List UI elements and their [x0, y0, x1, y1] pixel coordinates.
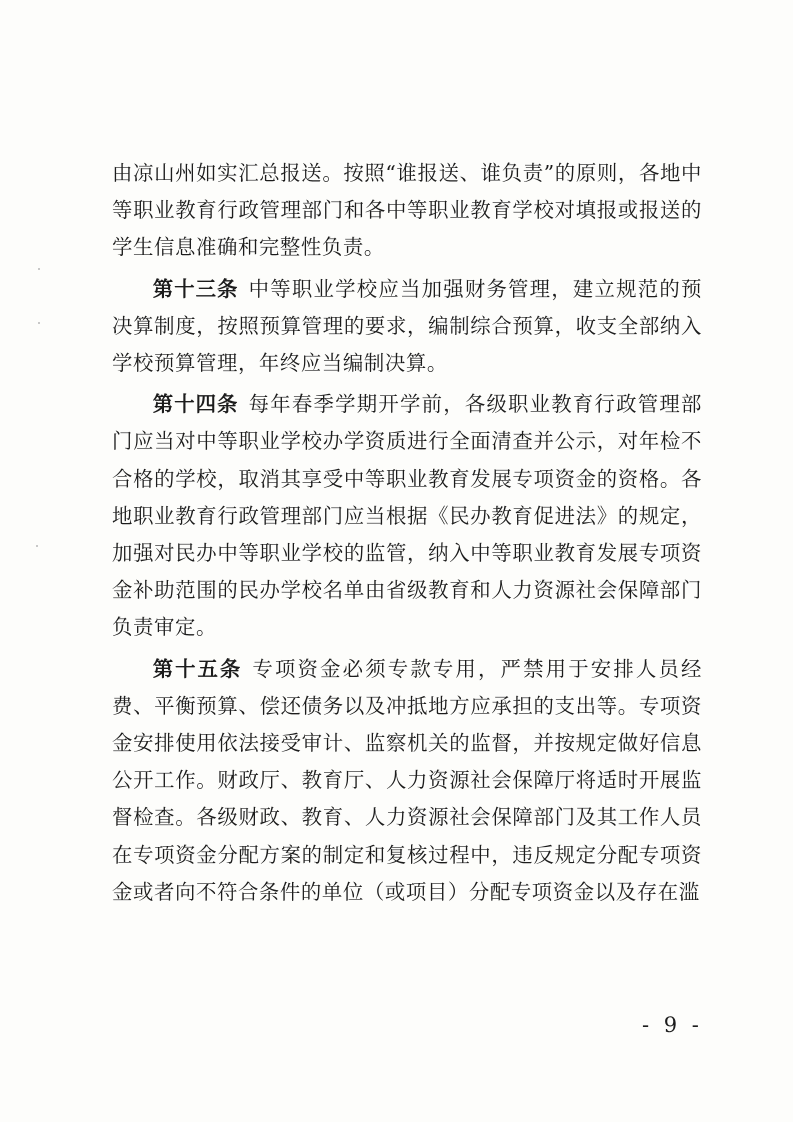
article-title: 第十三条 [152, 276, 239, 301]
document-body [112, 155, 702, 911]
paragraph-continuation [112, 155, 702, 267]
scan-speck [38, 268, 40, 270]
article-15 [112, 651, 702, 911]
page-number: - 9 - [642, 1013, 703, 1037]
article-13 [112, 271, 702, 383]
scan-speck [38, 322, 40, 324]
article-text: 专项资金必须专款专用，严禁用于安排人员经费、平衡预算、偿还债务以及冲抵地方应承担的支出等。专项资金安排使用依法接受审计、监察机关的监督，并按规定做好信息公开工作。财政厅、教育厅、人力资源社会保障厅将适时开展监督检查。各级财政、教育、人力资源社会保障部门及其工作人员在专项资金分配方案的制定和复核过程中，违反规定分配专项资金或者向不符合条件的单位（或项目）分配专项资金以及存在滥 [112, 656, 702, 904]
article-title: 第十四条 [152, 392, 239, 417]
article-14 [112, 386, 702, 646]
article-text: 每年春季学期开学前，各级职业教育行政管理部门应当对中等职业学校办学资质进行全面清查并公示，对年检不合格的学校，取消其享受中等职业教育发展专项资金的资格。各地职业教育行政管理部门应当根据《民办教育促进法》的规定，加强对民办中等职业学校的监管，纳入中等职业教育发展专项资金补助范围的民办学校名单由省级教育和人力资源社会保障部门负责审定。 [112, 392, 702, 640]
paragraph-text: 由凉山州如实汇总报送。按照“谁报送、谁负责”的原则，各地中等职业教育行政管理部门和各中等职业教育学校对填报或报送的学生信息准确和完整性负责。 [112, 161, 702, 260]
article-text: 中等职业学校应当加强财务管理，建立规范的预决算制度，按照预算管理的要求，编制综合预算，收支全部纳入学校预算管理，年终应当编制决算。 [112, 276, 702, 376]
scan-speck [36, 545, 38, 547]
article-title: 第十五条 [152, 656, 243, 681]
